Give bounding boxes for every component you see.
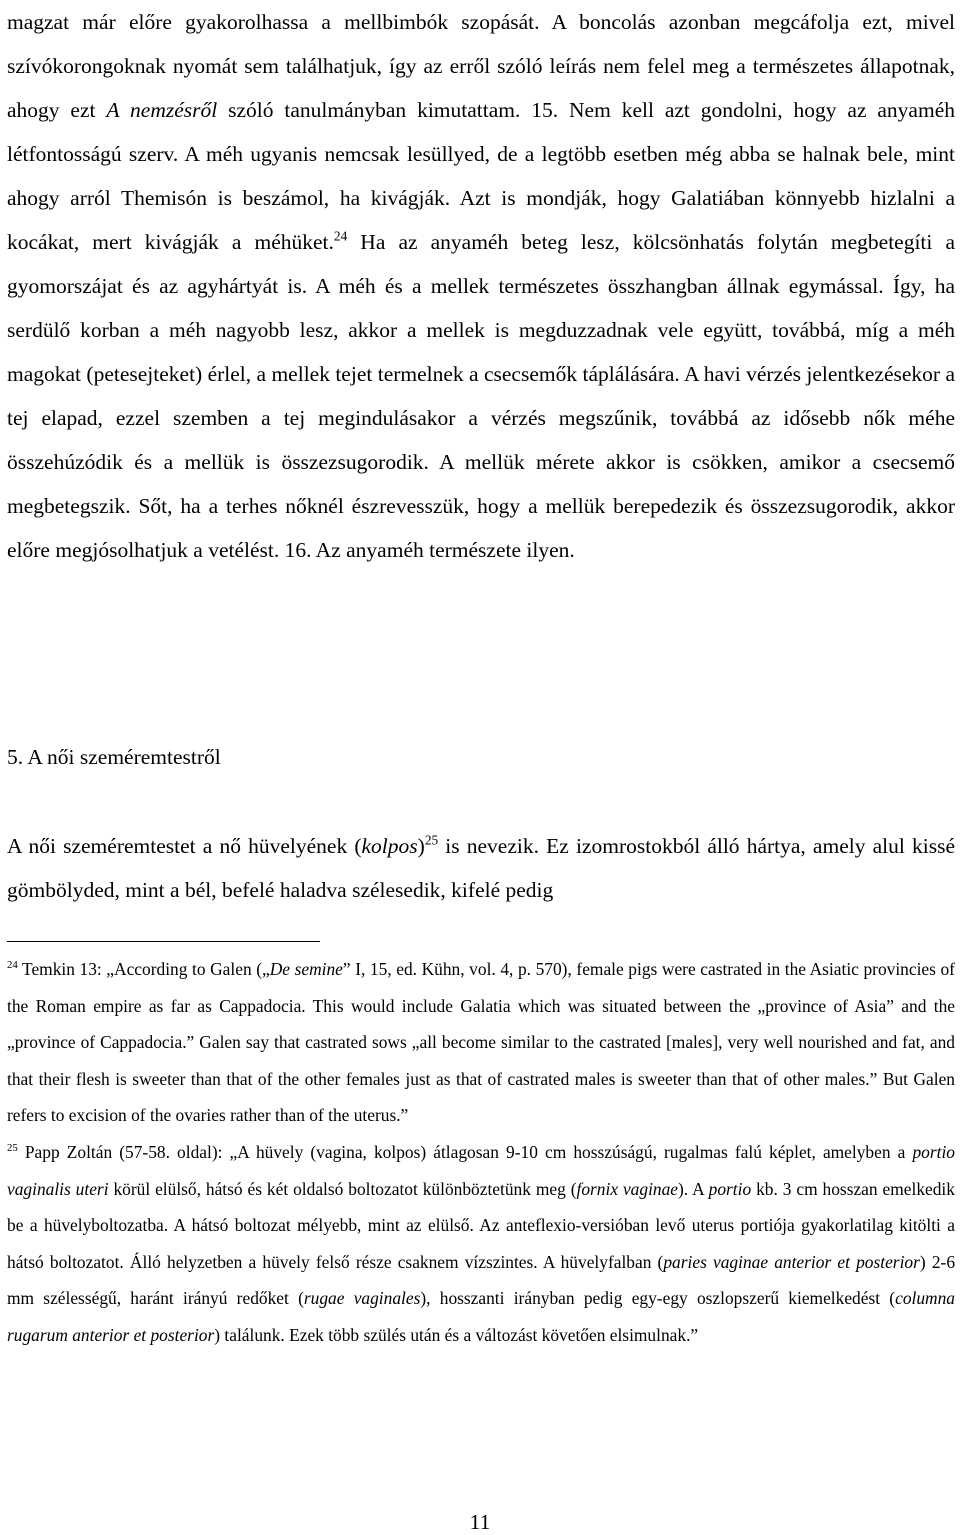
text-run: Ha az anyaméh beteg lesz, kölcsönhatás folytán megbetegíti a gyomorszájat és az agyhártyát is. A méh és a mellek természetes összhangban állnak egymással. Így, ha serdülő korban a méh nagyobb lesz, akkor a mellek is megduzzadnak vele együtt, továbbá, míg a méh magokat (petesejteket) érlel, a mellek tejet termelnek a csecsemők táplálására. A havi vérzés jelentkezésekor a tej elapad, ezzel szemben a tej megindulásakor a vérzés megszűnik, továbbá az idősebb nők méhe összehúzódik és a mellük is összezsugorodik. A mellük mérete akkor is csökken, amikor a csecsemő megbetegszik. Sőt, ha a terhes nőknél észrevesszük, hogy a mellük berepedezik és összezsugorodik, akkor előre megjósolhatjuk a vetélést. 16. Az anyaméh természete ilyen. [7, 230, 955, 562]
italic-term: columna rugarum anterior et posterior [7, 1288, 956, 1345]
main-text [7, 0, 955, 572]
footnote-divider [7, 941, 320, 942]
italic-title: A nemzésről [106, 98, 218, 122]
text-run: kb. 3 cm hosszan emelkedik be a hüvelyboltozatba. A hátsó boltozat mélyebb, mint az elülső. Az anteflexio-versióban levő uterus portiója gyakorlatilag kitölti a hátsó boltozatot. Álló helyzetben a hüvely felső része csaknem vízszintes. A hüvelyfalban ( [7, 1178, 955, 1272]
main-text-section [7, 824, 955, 912]
text-run: ” I, 15, ed. Kühn, vol. 4, p. 570), female pigs were castrated in the Asiatic provincies of the Roman empire as far as Cappadocia. This would include Galatia which was situated between the „province of Asia” and the „province of Cappadocia.” Galen say that castrated sows „all become similar to the castrated [males], very well nourished and fat, and that their flesh is sweeter than that of the other females just as that of castrated males is sweeter than that of other males.” But Galen refers to excision of the ovaries rather than of the uterus.” [7, 959, 955, 1126]
text-run: ) találunk. Ezek több szülés után és a változást követően elsimulnak.” [214, 1324, 699, 1345]
text-run: A női szeméremtestet a nő hüvelyének ( [7, 834, 362, 858]
text-run: ) [417, 834, 425, 858]
text-run: körül elülső, hátsó és két oldalsó boltozatot különböztetünk meg ( [108, 1178, 577, 1199]
italic-term: fornix vaginae [576, 1178, 679, 1199]
footnote-ref-25[interactable]: 25 [424, 832, 439, 848]
footnotes [7, 951, 955, 1354]
italic-term: rugae vaginales [303, 1288, 421, 1309]
text-run: szóló tanulmányban kimutattam. 15. Nem kell azt gondolni, hogy az anyaméh létfontosságú szerv. A méh ugyanis nemcsak lesüllyed, de a legtöbb esetben még abba se halnak bele, mint ahogy arról Themisón is beszámol, ha kivágják. Azt is mondják, hogy Galatiában könnyebb hizlalni a kocákat, mert kivágják a méhüket. [7, 98, 955, 254]
paragraph [7, 0, 955, 572]
text-run: ) 2-6 mm szélességű, haránt irányú redőket ( [7, 1251, 956, 1309]
footnote-24 [7, 951, 955, 1134]
text-run: Temkin 13: „According to Galen („ [17, 959, 270, 979]
italic-term: paries vaginae anterior et posterior [663, 1251, 920, 1272]
italic-term: portio [708, 1178, 752, 1199]
text-run: Papp Zoltán (57-58. oldal): „A hüvely (vagina, kolpos) átlagosan 9-10 cm hosszúságú, rugalmas falú képlet, amelyben a [17, 1141, 913, 1162]
italic-term: portio vaginalis uteri [7, 1141, 955, 1199]
footnote-ref-24[interactable]: 24 [333, 228, 348, 244]
footnote-25 [7, 1134, 955, 1354]
section-heading: 5. A női szeméremtestről [7, 745, 221, 769]
text-run: ), hosszanti irányban pedig egy-egy oszlopszerű kiemelkedést ( [420, 1288, 896, 1309]
footnote-number: 24 [7, 959, 18, 971]
page-number: 11 [469, 1510, 491, 1534]
text-run: magzat már előre gyakorolhassa a mellbimbók szopását. A boncolás azonban megcáfolja ezt, mivel szívókorongoknak nyomát sem találhatjuk, így az erről szóló leírás nem felel meg a természetes állapotnak, ahogy ezt [7, 10, 955, 122]
italic-term: De semine [269, 959, 343, 979]
footnote-number: 25 [7, 1141, 18, 1154]
italic-term: kolpos [361, 834, 418, 858]
paragraph [7, 824, 955, 912]
text-run: is nevezik. Ez izomrostokból álló hártya, amely alul kissé gömbölyded, mint a bél, befelé haladva szélesedik, kifelé pedig [7, 834, 955, 902]
text-run: ). A [678, 1178, 709, 1199]
